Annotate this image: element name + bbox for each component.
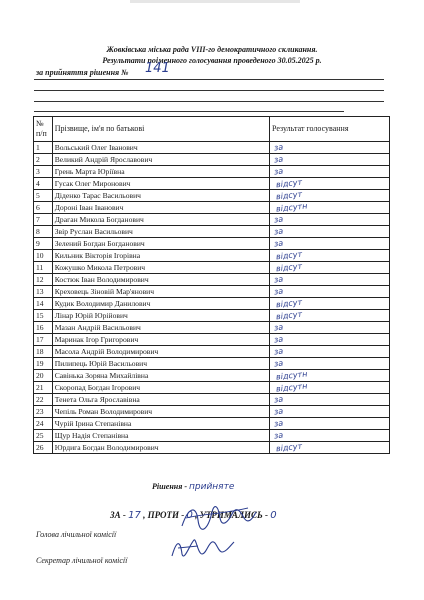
vote-result: за bbox=[273, 406, 284, 416]
vote-cell bbox=[270, 190, 390, 202]
vote-cell bbox=[270, 274, 390, 286]
decision-label: Рішення - bbox=[152, 482, 187, 491]
vote-result: відсут bbox=[275, 261, 303, 273]
row-number: 7 bbox=[34, 214, 53, 226]
vote-result: відсут bbox=[275, 441, 303, 453]
vote-result: за bbox=[273, 142, 284, 152]
vote-result: за bbox=[273, 394, 284, 404]
table-row bbox=[34, 370, 390, 382]
row-number: 21 bbox=[34, 382, 53, 394]
row-number: 5 bbox=[34, 190, 53, 202]
vote-result: відсут bbox=[275, 309, 303, 321]
vote-cell bbox=[270, 250, 390, 262]
vote-result: відсутн bbox=[275, 200, 308, 214]
deputy-name: Скоропад Богдан Ігорович bbox=[52, 382, 269, 394]
blank-line bbox=[34, 111, 344, 112]
vote-cell bbox=[270, 286, 390, 298]
vote-result: за bbox=[273, 334, 284, 344]
row-number: 19 bbox=[34, 358, 53, 370]
vote-result: за bbox=[273, 166, 284, 176]
vote-result: за bbox=[273, 238, 284, 248]
deputy-name: Дороні Іван Іванович bbox=[52, 202, 269, 214]
row-number: 6 bbox=[34, 202, 53, 214]
za-value: 17 bbox=[128, 510, 141, 521]
vote-cell bbox=[270, 142, 390, 154]
row-number: 25 bbox=[34, 430, 53, 442]
deputy-name: Кудик Володимир Данилович bbox=[52, 298, 269, 310]
row-number: 20 bbox=[34, 370, 53, 382]
table-row bbox=[34, 406, 390, 418]
vote-cell bbox=[270, 262, 390, 274]
table-row bbox=[34, 262, 390, 274]
table-row bbox=[34, 166, 390, 178]
header-results: Результати поіменного голосування проведеного 30.05.2025 р. bbox=[102, 56, 322, 65]
deputy-name: Щур Надія Степанівна bbox=[52, 430, 269, 442]
table-row bbox=[34, 190, 390, 202]
vote-result: за bbox=[273, 274, 284, 284]
vote-cell bbox=[270, 394, 390, 406]
row-number: 12 bbox=[34, 274, 53, 286]
row-number: 14 bbox=[34, 298, 53, 310]
deputy-name: Маринак Ігор Григорович bbox=[52, 334, 269, 346]
decision-prefix: за прийняття рішення № bbox=[36, 68, 129, 77]
table-row bbox=[34, 358, 390, 370]
vote-cell bbox=[270, 430, 390, 442]
row-number: 4 bbox=[34, 178, 53, 190]
row-number: 16 bbox=[34, 322, 53, 334]
vote-result: за bbox=[273, 430, 284, 440]
blank-line bbox=[34, 79, 384, 80]
blank-line bbox=[34, 90, 384, 91]
table-row bbox=[34, 382, 390, 394]
deputy-name: Великий Андрій Ярославович bbox=[52, 154, 269, 166]
deputy-name: Вольський Олег Іванович bbox=[52, 142, 269, 154]
vote-cell bbox=[270, 154, 390, 166]
row-number: 9 bbox=[34, 238, 53, 250]
row-number: 1 bbox=[34, 142, 53, 154]
decision-value: прийняте bbox=[189, 482, 235, 492]
utrymalis-value: 0 bbox=[270, 510, 277, 521]
vote-cell bbox=[270, 310, 390, 322]
table-row bbox=[34, 394, 390, 406]
table-row bbox=[34, 154, 390, 166]
deputy-name: Звір Руслан Васильович bbox=[52, 226, 269, 238]
table-row bbox=[34, 430, 390, 442]
table-row bbox=[34, 442, 390, 454]
table-row bbox=[34, 250, 390, 262]
deputy-name: Кожушко Микола Петрович bbox=[52, 262, 269, 274]
row-number: 18 bbox=[34, 346, 53, 358]
row-number: 24 bbox=[34, 418, 53, 430]
vote-cell bbox=[270, 226, 390, 238]
row-number: 2 bbox=[34, 154, 53, 166]
vote-result: відсутн bbox=[275, 380, 308, 394]
vote-result: відсут bbox=[275, 177, 303, 189]
vote-result: відсут bbox=[275, 249, 303, 261]
deputy-name: Масола Андрій Володимирович bbox=[52, 346, 269, 358]
row-number: 11 bbox=[34, 262, 53, 274]
vote-cell bbox=[270, 166, 390, 178]
vote-result: за bbox=[273, 154, 284, 164]
vote-cell bbox=[270, 334, 390, 346]
decision-line bbox=[152, 482, 234, 492]
deputy-name: Мазан Андрій Васильович bbox=[52, 322, 269, 334]
deputy-name: Грень Марта Юріївна bbox=[52, 166, 269, 178]
deputy-name: Креховець Зіновій Мар'янович bbox=[52, 286, 269, 298]
vote-cell bbox=[270, 418, 390, 430]
proty-label: , ПРОТИ - bbox=[143, 510, 185, 520]
row-number: 22 bbox=[34, 394, 53, 406]
vote-cell bbox=[270, 358, 390, 370]
deputy-name: Тенета Ольга Ярославівна bbox=[52, 394, 269, 406]
vote-result: за bbox=[273, 214, 284, 224]
table-row bbox=[34, 310, 390, 322]
table-row bbox=[34, 142, 390, 154]
table-row bbox=[34, 226, 390, 238]
vote-cell bbox=[270, 238, 390, 250]
blank-line bbox=[34, 101, 384, 102]
vote-result: за bbox=[273, 226, 284, 236]
deputy-name: Чурій Ірина Степанівна bbox=[52, 418, 269, 430]
table-row bbox=[34, 334, 390, 346]
table-row bbox=[34, 286, 390, 298]
vote-result: відсутн bbox=[275, 368, 308, 382]
vote-result: за bbox=[273, 346, 284, 356]
head-signature bbox=[178, 500, 258, 534]
table-row bbox=[34, 418, 390, 430]
proty-value: 0 bbox=[186, 510, 193, 521]
vote-result: за bbox=[273, 322, 284, 332]
row-number: 3 bbox=[34, 166, 53, 178]
vote-result: відсут bbox=[275, 297, 303, 309]
deputy-name: Лінар Юрій Юрійович bbox=[52, 310, 269, 322]
row-number: 23 bbox=[34, 406, 53, 418]
decision-number: 141 bbox=[145, 61, 170, 76]
deputy-name: Гусак Олег Миронович bbox=[52, 178, 269, 190]
header-council: Жовківська міська рада VIII-го демократичного скликання. bbox=[106, 45, 318, 54]
vote-cell bbox=[270, 202, 390, 214]
col-vote-header: Результат голосування bbox=[270, 117, 390, 142]
vote-result: відсут bbox=[275, 189, 303, 201]
deputy-name: Діденко Тарас Васильович bbox=[52, 190, 269, 202]
vote-cell bbox=[270, 442, 390, 454]
deputy-name: Кильник Вікторія Ігорівна bbox=[52, 250, 269, 262]
vote-result: за bbox=[273, 418, 284, 428]
secretary-of-commission-label: Секретар лічильної комісії bbox=[36, 556, 128, 565]
row-number: 8 bbox=[34, 226, 53, 238]
za-label: ЗА - bbox=[110, 510, 126, 520]
table-row bbox=[34, 346, 390, 358]
vote-cell bbox=[270, 382, 390, 394]
table-row bbox=[34, 298, 390, 310]
table-row bbox=[34, 322, 390, 334]
deputy-name: Зелений Богдан Богданович bbox=[52, 238, 269, 250]
deputy-name: Юрдига Богдан Володимирович bbox=[52, 442, 269, 454]
row-number: 15 bbox=[34, 310, 53, 322]
utrymalis-label: , УТРИМАЛИСЬ - bbox=[195, 510, 268, 520]
col-name-header: Прізвище, ім'я по батькові bbox=[52, 117, 269, 142]
deputy-name: Пилипець Юрій Васильович bbox=[52, 358, 269, 370]
table-row bbox=[34, 274, 390, 286]
vote-cell bbox=[270, 346, 390, 358]
vote-cell bbox=[270, 370, 390, 382]
secretary-signature bbox=[168, 532, 238, 564]
row-number: 26 bbox=[34, 442, 53, 454]
vote-cell bbox=[270, 298, 390, 310]
table-row bbox=[34, 214, 390, 226]
table-row bbox=[34, 202, 390, 214]
vote-result: за bbox=[273, 358, 284, 368]
deputy-name: Чепіль Роман Володимирович bbox=[52, 406, 269, 418]
vote-cell bbox=[270, 322, 390, 334]
col-num-header: № п/п bbox=[34, 117, 53, 142]
deputy-name: Драган Микола Богданович bbox=[52, 214, 269, 226]
row-number: 13 bbox=[34, 286, 53, 298]
vote-result: за bbox=[273, 286, 284, 296]
head-of-commission-label: Голова лічильної комісії bbox=[36, 530, 117, 539]
row-number: 17 bbox=[34, 334, 53, 346]
table-row bbox=[34, 238, 390, 250]
row-number: 10 bbox=[34, 250, 53, 262]
vote-cell bbox=[270, 406, 390, 418]
votes-table bbox=[33, 116, 390, 454]
table-header-row bbox=[34, 117, 390, 142]
scan-artifact bbox=[130, 0, 300, 3]
vote-cell bbox=[270, 178, 390, 190]
deputy-name: Савінька Зоряна Михайлівна bbox=[52, 370, 269, 382]
deputy-name: Костюк Іван Володимирович bbox=[52, 274, 269, 286]
vote-cell bbox=[270, 214, 390, 226]
table-row bbox=[34, 178, 390, 190]
